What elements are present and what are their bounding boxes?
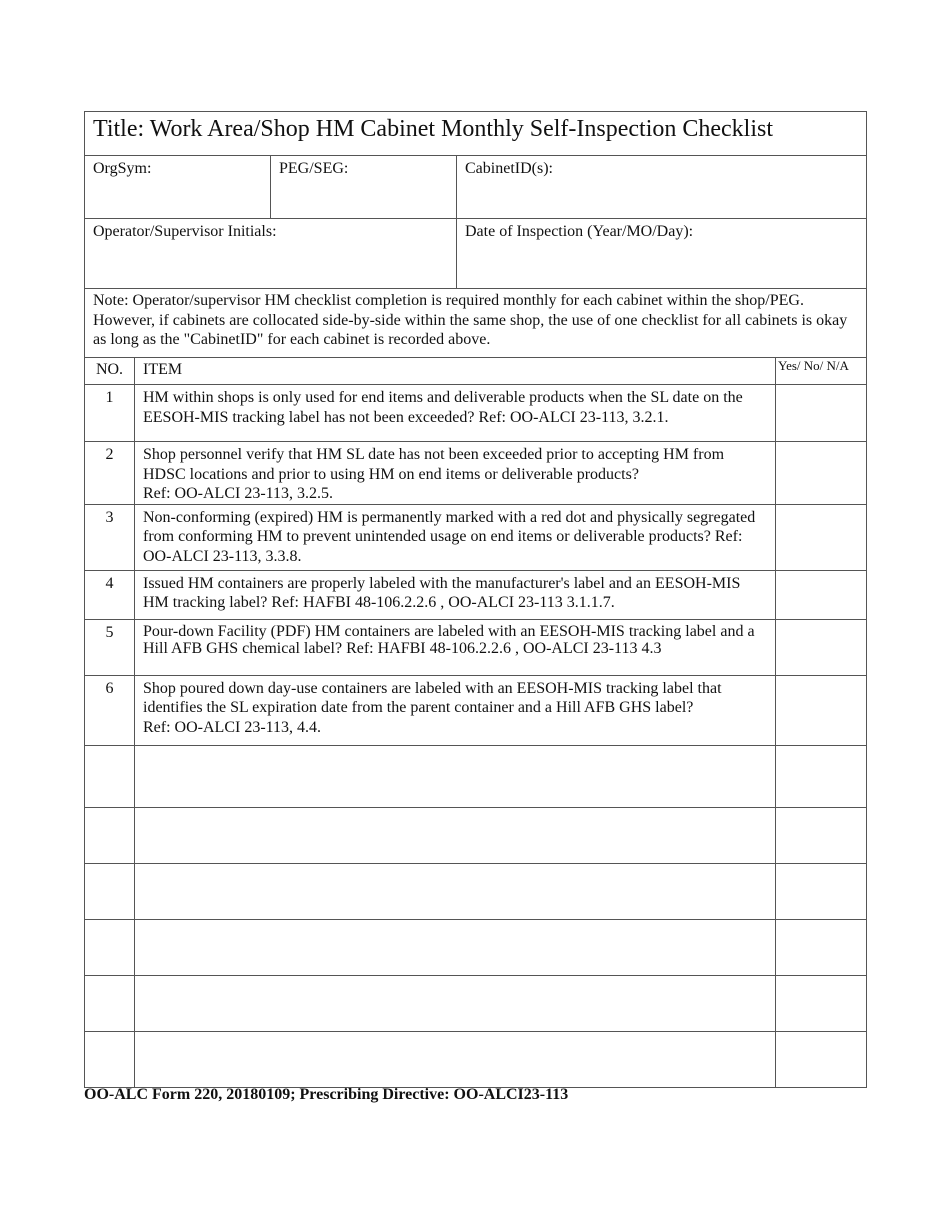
note-text: Note: Operator/supervisor HM checklist completion is required monthly for each cabinet within the shop/PEG. However, if cabinets are collocated side-by-side within the same shop, the use of one checklist for all cabinets is okay as long as the "CabinetID" for each cabinet is recorded above. <box>85 289 867 358</box>
item-number: 1 <box>85 385 135 442</box>
table-row <box>85 570 867 619</box>
item-number: 2 <box>85 442 135 505</box>
header-no: NO. <box>85 358 135 385</box>
blank-number-cell[interactable] <box>85 919 135 975</box>
peg-seg-field[interactable]: PEG/SEG: <box>271 156 457 219</box>
table-row <box>85 442 867 505</box>
item-text: Issued HM containers are properly labeled with the manufacturer's label and an EESOH-MIS HM tracking label? Ref: HAFBI 48-106.2.2.6 , OO-ALCI 23-113 3.1.1.7. <box>135 570 776 619</box>
header-yes-no-na: Yes/ No/ N/A <box>776 358 867 385</box>
header-item: ITEM <box>135 358 776 385</box>
blank-answer-cell[interactable] <box>776 863 867 919</box>
answer-cell[interactable] <box>776 385 867 442</box>
form-title: Title: Work Area/Shop HM Cabinet Monthly Self-Inspection Checklist <box>85 112 867 156</box>
item-number: 5 <box>85 619 135 675</box>
table-row <box>85 504 867 570</box>
blank-item-cell[interactable] <box>135 975 776 1031</box>
blank-item-cell[interactable] <box>135 745 776 807</box>
blank-item-cell[interactable] <box>135 863 776 919</box>
item-text: Non-conforming (expired) HM is permanently marked with a red dot and physically segregated from conforming HM to prevent unintended usage on end items or deliverable products? Ref: OO-ALCI 23-113, 3.3.8. <box>135 504 776 570</box>
blank-row <box>85 919 867 975</box>
answer-cell[interactable] <box>776 619 867 675</box>
item-text: HM within shops is only used for end items and deliverable products when the SL date on the EESOH-MIS tracking label has not been exceeded? Ref: OO-ALCI 23-113, 3.2.1. <box>135 385 776 442</box>
inspection-date-field[interactable]: Date of Inspection (Year/MO/Day): <box>457 219 867 289</box>
blank-item-cell[interactable] <box>135 919 776 975</box>
orgsym-field[interactable]: OrgSym: <box>85 156 271 219</box>
item-text: Shop personnel verify that HM SL date has not been exceeded prior to accepting HM from HDSC locations and prior to using HM on end items or deliverable products? Ref: OO-ALCI 23-113, 3.2.5. <box>135 442 776 505</box>
answer-cell[interactable] <box>776 442 867 505</box>
table-row <box>85 619 867 675</box>
blank-number-cell[interactable] <box>85 1031 135 1087</box>
blank-row <box>85 1031 867 1087</box>
blank-number-cell[interactable] <box>85 745 135 807</box>
blank-row <box>85 807 867 863</box>
table-row <box>85 385 867 442</box>
blank-answer-cell[interactable] <box>776 919 867 975</box>
blank-answer-cell[interactable] <box>776 745 867 807</box>
table-row <box>85 675 867 745</box>
item-number: 4 <box>85 570 135 619</box>
answer-cell[interactable] <box>776 675 867 745</box>
blank-row <box>85 975 867 1031</box>
blank-answer-cell[interactable] <box>776 975 867 1031</box>
item-number: 3 <box>85 504 135 570</box>
blank-row <box>85 863 867 919</box>
cabinet-ids-field[interactable]: CabinetID(s): <box>457 156 867 219</box>
blank-answer-cell[interactable] <box>776 807 867 863</box>
blank-number-cell[interactable] <box>85 975 135 1031</box>
blank-number-cell[interactable] <box>85 807 135 863</box>
item-number: 6 <box>85 675 135 745</box>
answer-cell[interactable] <box>776 504 867 570</box>
initials-field[interactable]: Operator/Supervisor Initials: <box>85 219 457 289</box>
blank-item-cell[interactable] <box>135 1031 776 1087</box>
blank-row <box>85 745 867 807</box>
form-footer: OO-ALC Form 220, 20180109; Prescribing Directive: OO-ALCI23-113 <box>84 1086 569 1103</box>
blank-item-cell[interactable] <box>135 807 776 863</box>
item-text: Shop poured down day-use containers are labeled with an EESOH-MIS tracking label that identifies the SL expiration date from the parent container and a Hill AFB GHS label? Ref: OO-ALCI 23-113, 4.4. <box>135 675 776 745</box>
blank-number-cell[interactable] <box>85 863 135 919</box>
blank-answer-cell[interactable] <box>776 1031 867 1087</box>
checklist-form <box>84 111 867 1088</box>
item-text: Pour-down Facility (PDF) HM containers are labeled with an EESOH-MIS tracking label and a Hill AFB GHS chemical label? Ref: HAFBI 48-106.2.2.6 , OO-ALCI 23-113 4.3 <box>135 619 776 675</box>
answer-cell[interactable] <box>776 570 867 619</box>
